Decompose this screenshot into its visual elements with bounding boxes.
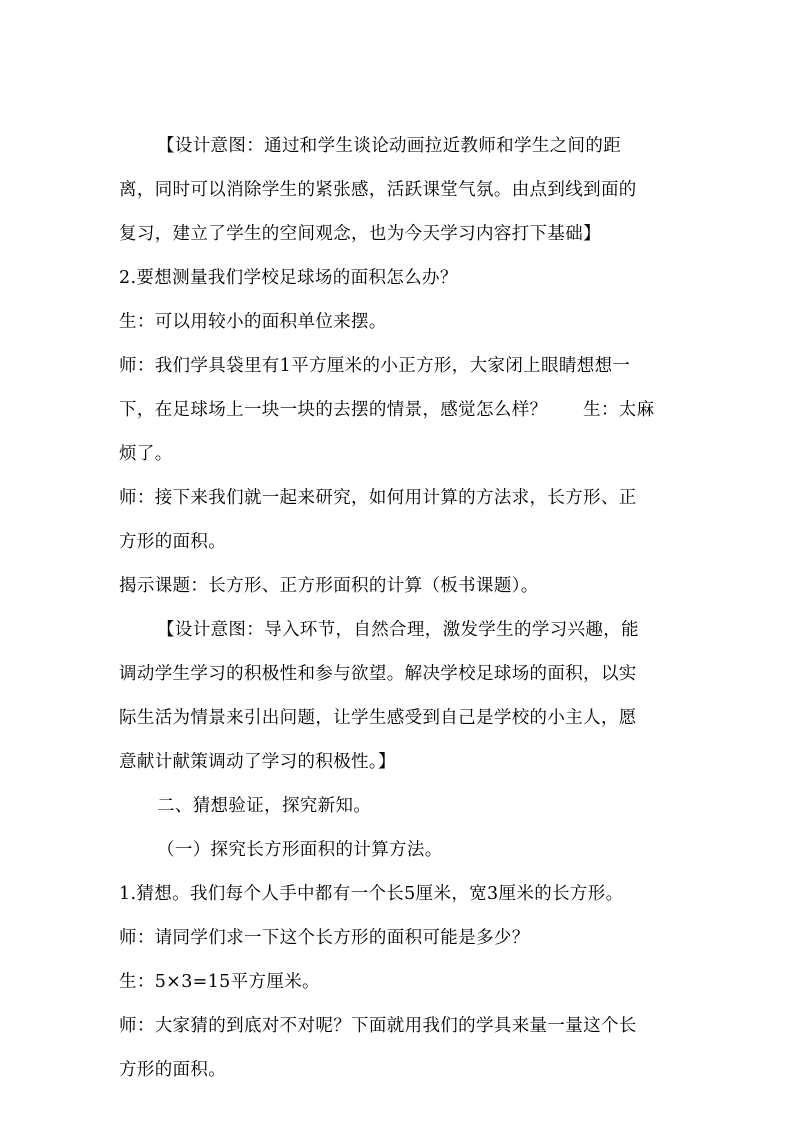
text-line: 调动学生学习的积极性和参与欲望。解决学校足球场的面积，以实 [119, 664, 637, 684]
text-line: 际生活为情景来引出问题，让学生感受到自己是学校的小主人，愿 [119, 708, 637, 728]
text-line: 生：可以用较小的面积单位来摆。 [119, 312, 387, 332]
text-line: 【设计意图：通过和学生谈论动画拉近教师和学生之间的距 [157, 136, 622, 156]
text-line: 意献计献策调动了学习的积极性。】 [119, 752, 396, 772]
text-line: 1.猜想。我们每个人手中都有一个长5厘米，宽3厘米的长方形。 [119, 884, 624, 904]
text-line: 师：大家猜的到底对不对呢？下面就用我们的学具来量一量这个长 [119, 1016, 637, 1036]
section-heading: 二、猜想验证，探究新知。 [157, 796, 372, 816]
text-line: 2.要想测量我们学校足球场的面积怎么办？ [119, 268, 458, 288]
text-line: 离，同时可以消除学生的紧张感，活跃课堂气氛。由点到线到面的 [119, 180, 637, 200]
text-line: 揭示课题：长方形、正方形面积的计算（板书课题）。 [119, 576, 539, 596]
text-line: 师：我们学具袋里有1平方厘米的小正方形，大家闭上眼睛想想一 [119, 356, 631, 376]
text-line: 师：接下来我们就一起来研究，如何用计算的方法求，长方形、正 [119, 488, 637, 508]
text-line: 方形的面积。 [119, 532, 227, 552]
subsection-heading: （一）探究长方形面积的计算方法。 [157, 840, 443, 860]
text-line: 【设计意图：导入环节，自然合理，激发学生的学习兴趣，能 [157, 620, 639, 640]
text-line: 复习，建立了学生的空间观念，也为今天学习内容打下基础】 [119, 224, 601, 244]
text-line: 烦了。 [119, 444, 173, 464]
text-line: 师：请同学们求一下这个长方形的面积可能是多少？ [119, 928, 530, 948]
text-line: 方形的面积。 [119, 1060, 227, 1080]
text-line: 生：5×3=15平方厘米。 [119, 972, 320, 992]
text-line: 下，在足球场上一块一块的去摆的情景，感觉怎么样？ 生：太麻 [119, 400, 655, 420]
